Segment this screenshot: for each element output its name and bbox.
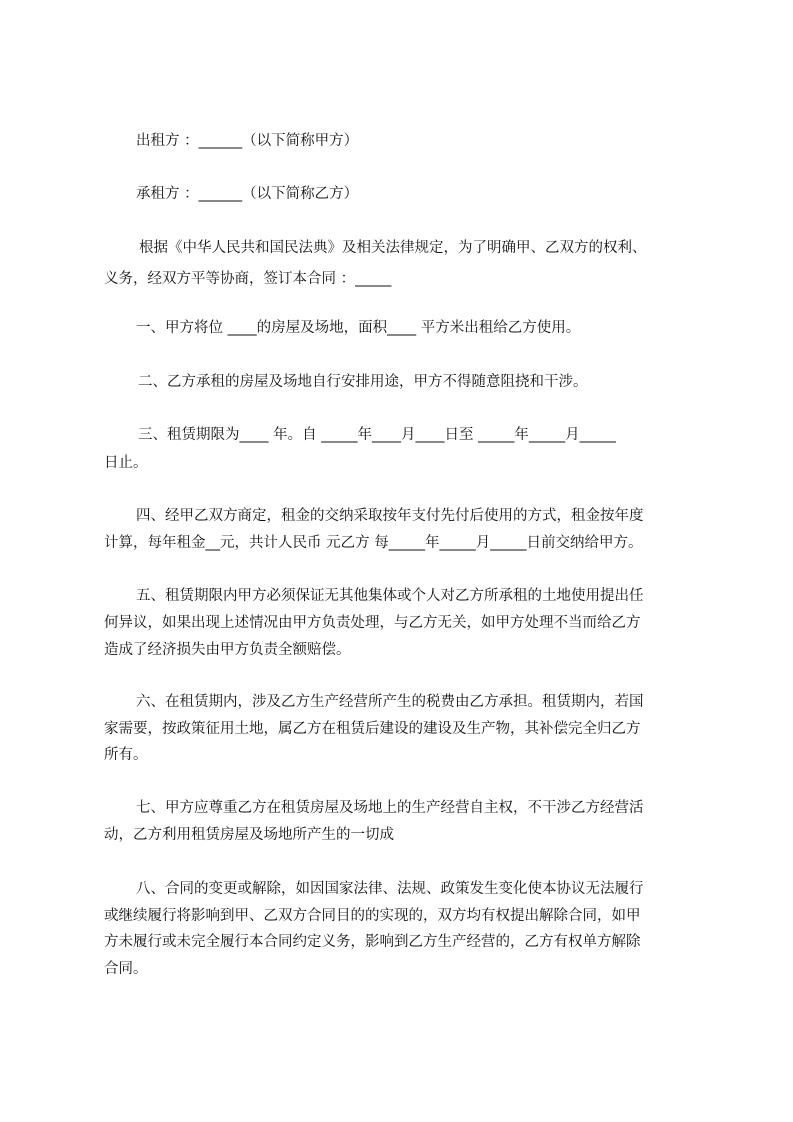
clause-7-line-1: 七、甲方应尊重乙方在租赁房屋及场地上的生产经营自主权，不干涉乙方经营活 (136, 800, 644, 816)
clause-3-line-2: 日止。 (104, 455, 148, 471)
clause-2: 二、乙方承租的房屋及场地自行安排用途，甲方不得随意阻挠和干涉。 (138, 374, 588, 390)
clause-8-line-1: 八、合同的变更或解除，如因国家法律、法规、政策发生变化使本协议无法履行 (136, 881, 644, 897)
clause-5-line-3: 造成了经济损失由甲方负责全额赔偿。 (104, 642, 351, 658)
clause-5-line-1: 五、租赁期限内甲方必须保证无其他集体或个人对乙方所承租的土地使用提出任 (136, 588, 644, 604)
preamble-line-1: 根据《中华人民共和国民法典》及相关法律规定，为了明确甲、乙双方的权利、 (139, 240, 647, 256)
clause-1: 一、甲方将位 ____的房屋及场地，面积____ 平方米出租给乙方使用。 (136, 320, 581, 336)
clause-4-line-2: 计算，每年租金__元，共计人民币 元乙方 每_____年_____月_____日前交纳给甲方。 (104, 535, 643, 551)
clause-8-line-4: 合同。 (104, 961, 148, 977)
clause-6-line-1: 六、在租赁期内，涉及乙方生产经营所产生的税费由乙方承担。租赁期内，若国 (136, 694, 644, 710)
clause-3-line-1: 三、租赁期限为____ 年。自 _____年____月____日至 _____年_____月_____ (138, 427, 616, 443)
lessee-line: 承租方 ：______（以下简称乙方） (136, 186, 359, 202)
clause-8-line-2: 或继续履行将影响到甲、乙双方合同目的的实现的，双方均有权提出解除合同，如甲 (104, 908, 641, 924)
lessor-line: 出租方 ：______（以下简称甲方） (136, 133, 359, 149)
clause-5-line-2: 何异议，如果出现上述情况由甲方负责处理，与乙方无关，如甲方处理不当而给乙方 (104, 615, 641, 631)
clause-4-line-1: 四、经甲乙双方商定，租金的交纳采取按年支付先付后使用的方式，租金按年度 (136, 508, 644, 524)
preamble-line-2: 义务，经双方平等协商，签订本合同 ：_____ (104, 271, 392, 287)
clause-7-line-2: 动，乙方利用租赁房屋及场地所产生的一切成 (104, 827, 394, 843)
clause-8-line-3: 方未履行或未完全履行本合同约定义务，影响到乙方生产经营的，乙方有权单方解除 (104, 934, 641, 950)
clause-6-line-2: 家需要，按政策征用土地，属乙方在租赁后建设的建设及生产物，其补偿完全归乙方 (104, 721, 641, 737)
clause-6-line-3: 所有。 (104, 747, 148, 763)
